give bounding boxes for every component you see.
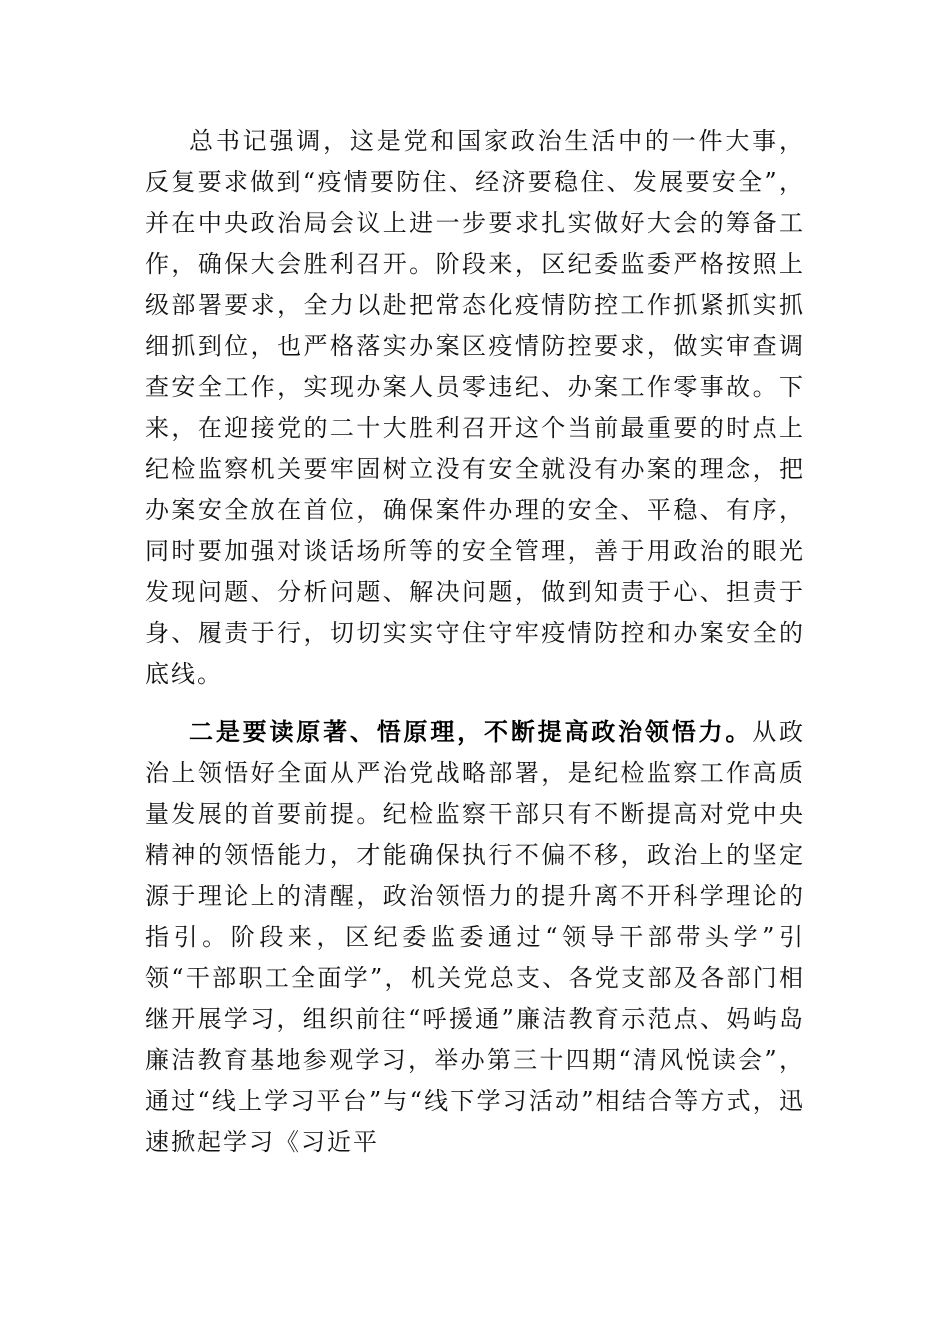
paragraph-1-text: 总书记强调，这是党和国家政治生活中的一件大事，反复要求做到“疫情要防住、经济要稳住、发展要安全”，并在中央政治局会议上进一步要求扎实做好大会的筹备工作，确保大会胜利召开。阶段来，区纪委监委严格按照上级部署要求，全力以赴把常态化疫情防控工作抓紧抓实抓细抓到位，也严格落实办案区疫情防控要求，做实审查调查安全工作，实现办案人员零违纪、办案工作零事故。下来，在迎接党的二十大胜利召开这个当前最重要的时点上纪检监察机关要牢固树立没有安全就没有办案的理念，把办案安全放在首位，确保案件办理的安全、平稳、有序，同时要加强对谈话场所等的安全管理，善于用政治的眼光发现问题、分析问题、解决问题，做到知责于心、担责于身、履责于行，切切实实守住守牢疫情防控和办案安全的底线。 bbox=[145, 127, 805, 688]
paragraph-2-heading: 二是要读原著、悟原理，不断提高政治领悟力。 bbox=[189, 717, 753, 746]
paragraph-2 bbox=[145, 711, 805, 1163]
paragraph-1 bbox=[145, 121, 805, 695]
paragraph-2-text: 从政治上领悟好全面从严治党战略部署，是纪检监察工作高质量发展的首要前提。纪检监察干部只有不断提高对党中央精神的领悟能力，才能确保执行不偏不移，政治上的坚定源于理论上的清醒，政治领悟力的提升离不开科学理论的指引。阶段来，区纪委监委通过“领导干部带头学”引领“干部职工全面学”，机关党总支、各党支部及各部门相继开展学习，组织前往“呼援通”廉洁教育示范点、妈屿岛廉洁教育基地参观学习，举办第三十四期“清风悦读会”，通过“线上学习平台”与“线下学习活动”相结合等方式，迅速掀起学习《习近平 bbox=[145, 718, 806, 1156]
document-body bbox=[145, 121, 805, 1163]
